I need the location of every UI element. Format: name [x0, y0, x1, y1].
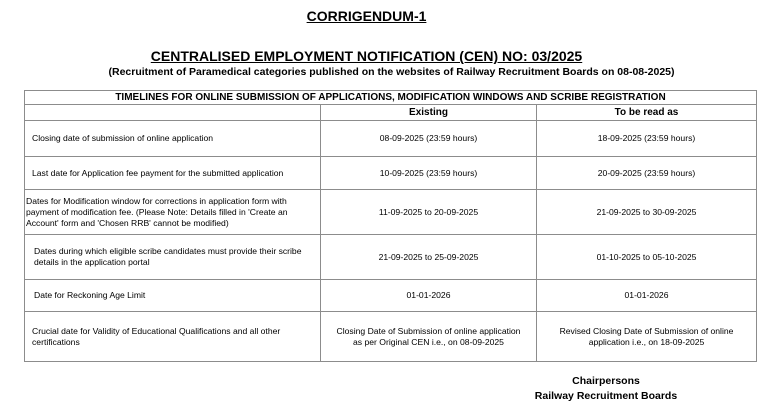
signatory-title: Chairpersons	[572, 375, 640, 387]
row-label: Last date for Application fee payment for the submitted application	[25, 157, 321, 190]
row-read-as: 01-01-2026	[537, 280, 757, 312]
row-label: Dates for Modification window for corrections in application form with payment of modification fee. (Please Note: Details filled in 'Create an Account' form and 'Chosen RRB' cannot be modified)	[25, 190, 321, 235]
row-existing: 11-09-2025 to 20-09-2025	[321, 190, 537, 235]
notification-title: CENTRALISED EMPLOYMENT NOTIFICATION (CEN) NO: 03/2025	[150, 48, 583, 64]
row-existing: 01-01-2026	[321, 280, 537, 312]
table-row	[25, 235, 757, 280]
row-read-as: 18-09-2025 (23:59 hours)	[537, 121, 757, 157]
row-read-as: 01-10-2025 to 05-10-2025	[537, 235, 757, 280]
row-existing: 21-09-2025 to 25-09-2025	[321, 235, 537, 280]
row-read-as: 21-09-2025 to 30-09-2025	[537, 190, 757, 235]
column-header-row	[25, 105, 757, 121]
header-label-cell	[25, 105, 321, 121]
row-label: Dates during which eligible scribe candidates must provide their scribe details in the application portal	[25, 235, 321, 280]
row-existing: 08-09-2025 (23:59 hours)	[321, 121, 537, 157]
row-read-as: 20-09-2025 (23:59 hours)	[537, 157, 757, 190]
header-existing: Existing	[321, 105, 537, 121]
corrigendum-title: CORRIGENDUM-1	[306, 8, 427, 24]
row-label: Date for Reckoning Age Limit	[25, 280, 321, 312]
table-title-row	[25, 91, 757, 105]
table-row	[25, 280, 757, 312]
table-row	[25, 157, 757, 190]
header-to-be-read-as: To be read as	[537, 105, 757, 121]
table-row	[25, 121, 757, 157]
row-label: Crucial date for Validity of Educational Qualifications and all other certifications	[25, 312, 321, 362]
signatory-organisation: Railway Recruitment Boards	[534, 390, 678, 402]
row-existing: Closing Date of Submission of online application as per Original CEN i.e., on 08-09-2025	[321, 312, 537, 362]
notification-subtitle: (Recruitment of Paramedical categories published on the websites of Railway Recruitment Boards on 08-08-2025)	[108, 66, 675, 78]
timelines-table	[24, 90, 757, 362]
table-row	[25, 312, 757, 362]
table-row	[25, 190, 757, 235]
row-read-as: Revised Closing Date of Submission of online application i.e., on 18-09-2025	[537, 312, 757, 362]
table-title: TIMELINES FOR ONLINE SUBMISSION OF APPLICATIONS, MODIFICATION WINDOWS AND SCRIBE REGISTRATION	[25, 91, 757, 105]
row-existing: 10-09-2025 (23:59 hours)	[321, 157, 537, 190]
row-label: Closing date of submission of online application	[25, 121, 321, 157]
